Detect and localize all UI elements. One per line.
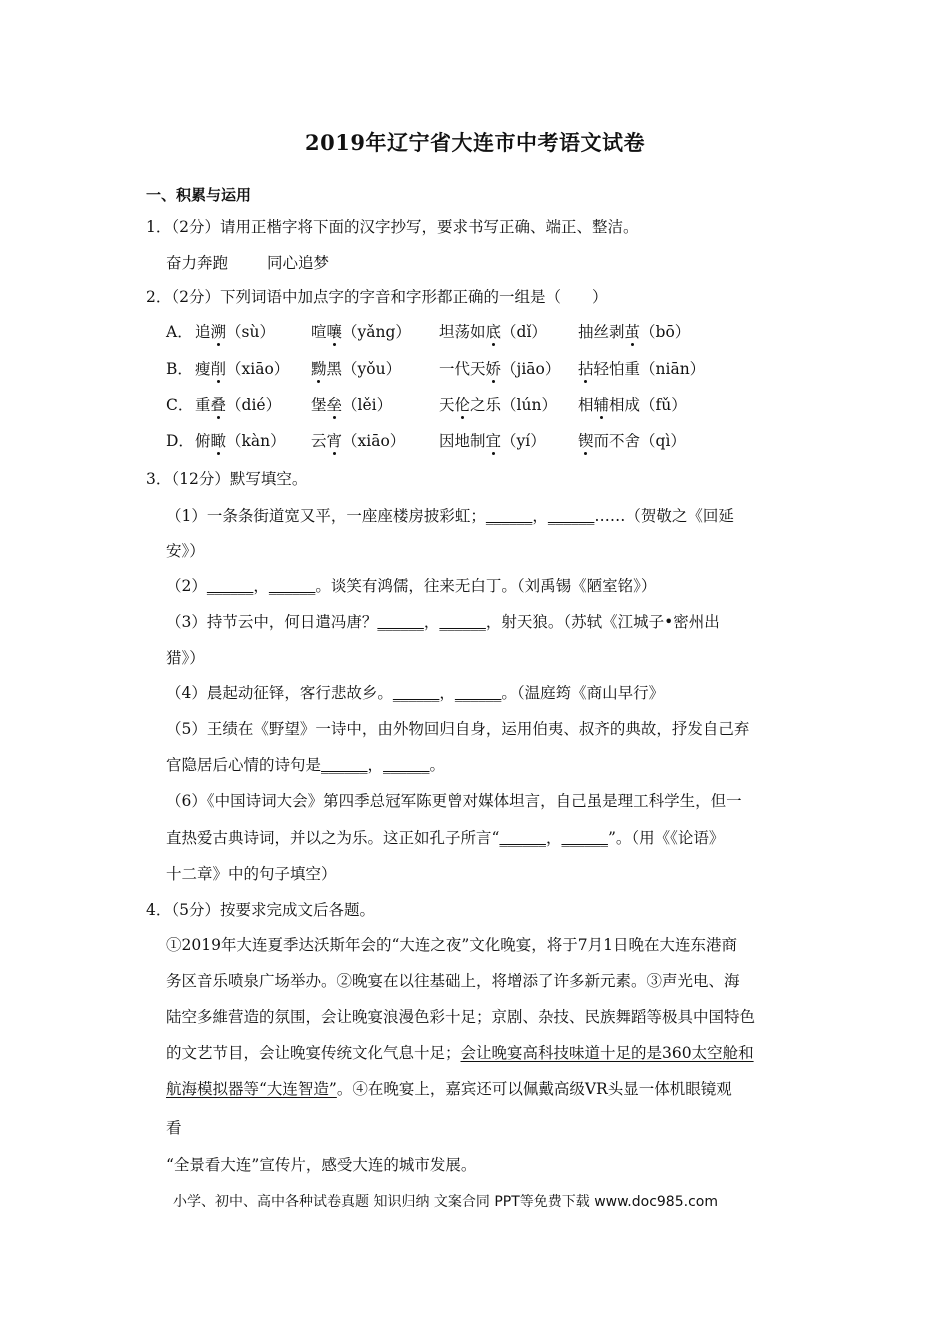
q2-option-word [439, 430, 546, 452]
word-text: 抽丝剥 [578, 323, 625, 341]
answer-blank[interactable]: ______ [485, 507, 533, 525]
text: ， [545, 829, 562, 847]
text: （2） [166, 577, 207, 595]
q4-stem: 4．（5分）按要求完成文后各题。 [146, 901, 375, 919]
word-text: 云 [311, 432, 327, 450]
answer-blank[interactable]: ______ [561, 829, 608, 847]
text: （4）晨起动征铎，客行悲故乡。 [166, 684, 393, 702]
q2-stem: 2．（2分）下列词语中加点字的字音和字形都正确的一组是（ ） [146, 288, 608, 306]
text: ， [532, 507, 548, 525]
q2-option-word [578, 394, 687, 416]
word-text: 之乐（lún） [470, 396, 557, 414]
text: ， [423, 613, 440, 631]
text: ， [439, 684, 455, 702]
q4-passage-line: 务区音乐喷泉广场举办。②晚宴在以往基础上，将增添了许多新元素。③声光电、海 [166, 972, 740, 990]
q3-item-5: （5）王绩在《野望》一诗中，由外物回归自身，运用伯夷、叔齐的典故，抒发自己弃 [166, 720, 750, 738]
text: 直热爱古典诗词，并以之为乐。这正如孔子所言“ [166, 829, 500, 847]
underlined-sentence: 航海模拟器等“大连智造” [166, 1080, 337, 1098]
dotted-char: 宜 [485, 432, 502, 450]
q4-passage-line [166, 1078, 732, 1100]
text: 官隐居后心情的诗句是 [166, 756, 322, 774]
q3-item-1 [166, 505, 734, 527]
answer-blank[interactable]: ______ [499, 829, 546, 847]
answer-blank[interactable]: ______ [206, 577, 254, 595]
q3-item-3-cont: 猎》） [166, 649, 205, 667]
word-text: 喧 [311, 323, 327, 341]
q2-option-word [195, 321, 275, 343]
dotted-char: 辅 [593, 396, 610, 414]
word-text: 天 [439, 396, 455, 414]
q3-item-2 [166, 575, 656, 597]
text: 。④在晚宴上，嘉宾还可以佩戴高级VR头显一体机眼镜观 [336, 1080, 732, 1098]
q2-option-word [578, 430, 686, 452]
word-text: 相 [578, 396, 594, 414]
word-text: （bō） [640, 323, 691, 341]
q1-word: 奋力奔跑 [166, 254, 229, 272]
q3-item-3 [166, 611, 720, 633]
dotted-char: 宵 [326, 432, 343, 450]
text: （3）持节云中，何日遣冯唐？ [166, 613, 378, 631]
footer-text: 小学、初中、高中各种试卷真题 知识归纳 文案合同 PPT等免费下载 www.doc985.com [173, 1194, 718, 1210]
q1-word: 同心追梦 [267, 254, 330, 272]
q2-option-word [439, 394, 557, 416]
q3-stem: 3．（12分）默写填空。 [146, 470, 308, 488]
word-text: （dǐ） [501, 323, 547, 341]
q2-option-word [578, 358, 705, 380]
word-text: 堡 [311, 396, 327, 414]
text: ……（贺敬之《回延 [594, 507, 734, 525]
text: ， [253, 577, 269, 595]
section-heading: 一、积累与运用 [146, 186, 252, 204]
answer-blank[interactable]: ______ [268, 577, 316, 595]
dotted-char: 黝 [311, 360, 327, 378]
answer-blank[interactable]: ______ [383, 756, 430, 774]
word-text: 坦荡如 [439, 323, 486, 341]
text: ”。（用《《论语》 [607, 829, 725, 847]
dotted-char: 娇 [485, 360, 502, 378]
word-text: 相成（fǔ） [609, 396, 687, 414]
word-text: 俯 [195, 432, 211, 450]
q2-option-label[interactable]: B． [166, 360, 193, 378]
answer-blank[interactable]: ______ [547, 507, 595, 525]
answer-blank[interactable]: ______ [454, 684, 502, 702]
q2-option-word [195, 394, 281, 416]
dotted-char: 锲 [578, 432, 594, 450]
q2-option-word [578, 321, 690, 343]
q2-option-word [311, 358, 401, 380]
page-title: 2019年辽宁省大连市中考语文试卷 [305, 130, 645, 155]
text: 的文艺节目，会让晚宴传统文化气息十足； [166, 1044, 461, 1062]
q4-passage-line: 陆空多維营造的氛围，会让晚宴浪漫色彩十足；京剧、杂技、民族舞蹈等极具中国特色 [166, 1008, 756, 1026]
dotted-char: 拈 [578, 360, 594, 378]
q2-option-word [311, 394, 392, 416]
answer-blank[interactable]: ______ [392, 684, 440, 702]
dotted-char: 叠 [210, 396, 227, 414]
dotted-char: 茧 [624, 323, 641, 341]
text: 。谈笑有鸿儒，往来无白丁。（刘禹锡《陋室铭》） [315, 577, 657, 595]
text: （1）一条条街道宽又平，一座座楼房披彩虹； [166, 507, 486, 525]
word-text: （yǎng） [342, 323, 411, 341]
word-text: （lěi） [342, 396, 393, 414]
q2-option-label[interactable]: A． [166, 323, 193, 341]
q4-passage-line [166, 1042, 754, 1064]
q3-item-6-end: 十二章》中的句子填空） [166, 865, 337, 883]
dotted-char: 底 [485, 323, 502, 341]
q2-option-label[interactable]: D． [166, 432, 194, 450]
q2-option-word [439, 321, 547, 343]
q3-item-1-cont: 安》） [166, 542, 205, 560]
dotted-char: 溯 [210, 323, 227, 341]
word-text: 追 [195, 323, 211, 341]
word-text: 一代天 [439, 360, 486, 378]
word-text: （kàn） [226, 432, 286, 450]
text: 。（温庭筠《商山早行》 [501, 684, 665, 702]
q2-option-word [195, 358, 289, 380]
word-text: 因地制 [439, 432, 486, 450]
word-text: 而不舍（qì） [593, 432, 686, 450]
dotted-char: 嚷 [326, 323, 343, 341]
answer-blank[interactable]: ______ [321, 756, 368, 774]
answer-blank[interactable]: ______ [377, 613, 424, 631]
q4-passage-line: 看 [166, 1119, 182, 1137]
word-text: 轻怕重（niān） [593, 360, 706, 378]
answer-blank[interactable]: ______ [439, 613, 486, 631]
q2-option-word [311, 321, 411, 343]
word-text: （xiāo） [226, 360, 290, 378]
dotted-char: 伦 [454, 396, 471, 414]
q4-passage-line: “全景看大连”宣传片，感受大连的城市发展。 [166, 1156, 477, 1174]
q1-stem: 1．（2分）请用正楷字将下面的汉字抄写，要求书写正确、端正、整洁。 [146, 218, 639, 236]
q3-item-6: （6）《中国诗词大会》第四季总冠军陈更曾对媒体坦言，自己虽是理工科学生，但一 [166, 792, 742, 810]
q2-option-word [195, 430, 286, 452]
q2-option-word [439, 358, 560, 380]
q3-item-4 [166, 682, 664, 704]
q3-item-6-cont [166, 827, 724, 849]
word-text: 重 [195, 396, 211, 414]
q4-passage-line: ①2019年大连夏季达沃斯年会的“大连之夜”文化晚宴，将于7月1日晚在大连东港商 [166, 936, 738, 954]
text: ， [367, 756, 384, 774]
word-text: （jiāo） [501, 360, 561, 378]
underlined-sentence: 会让晚宴高科技味道十足的是360太空舱和 [460, 1044, 754, 1062]
word-text: （sù） [226, 323, 275, 341]
word-text: （dié） [226, 396, 282, 414]
word-text: （xiāo） [342, 432, 406, 450]
q2-option-word [311, 430, 405, 452]
word-text: （yí） [501, 432, 546, 450]
text: 。 [429, 756, 446, 774]
dotted-char: 削 [210, 360, 227, 378]
text: ，射天狼。（苏轼《江城子•密州出 [485, 613, 720, 631]
word-text: 黑（yǒu） [326, 360, 402, 378]
word-text: 瘦 [195, 360, 211, 378]
q2-option-label[interactable]: C． [166, 396, 194, 414]
q3-item-5-cont [166, 754, 445, 776]
dotted-char: 瞰 [210, 432, 227, 450]
dotted-char: 垒 [326, 396, 343, 414]
